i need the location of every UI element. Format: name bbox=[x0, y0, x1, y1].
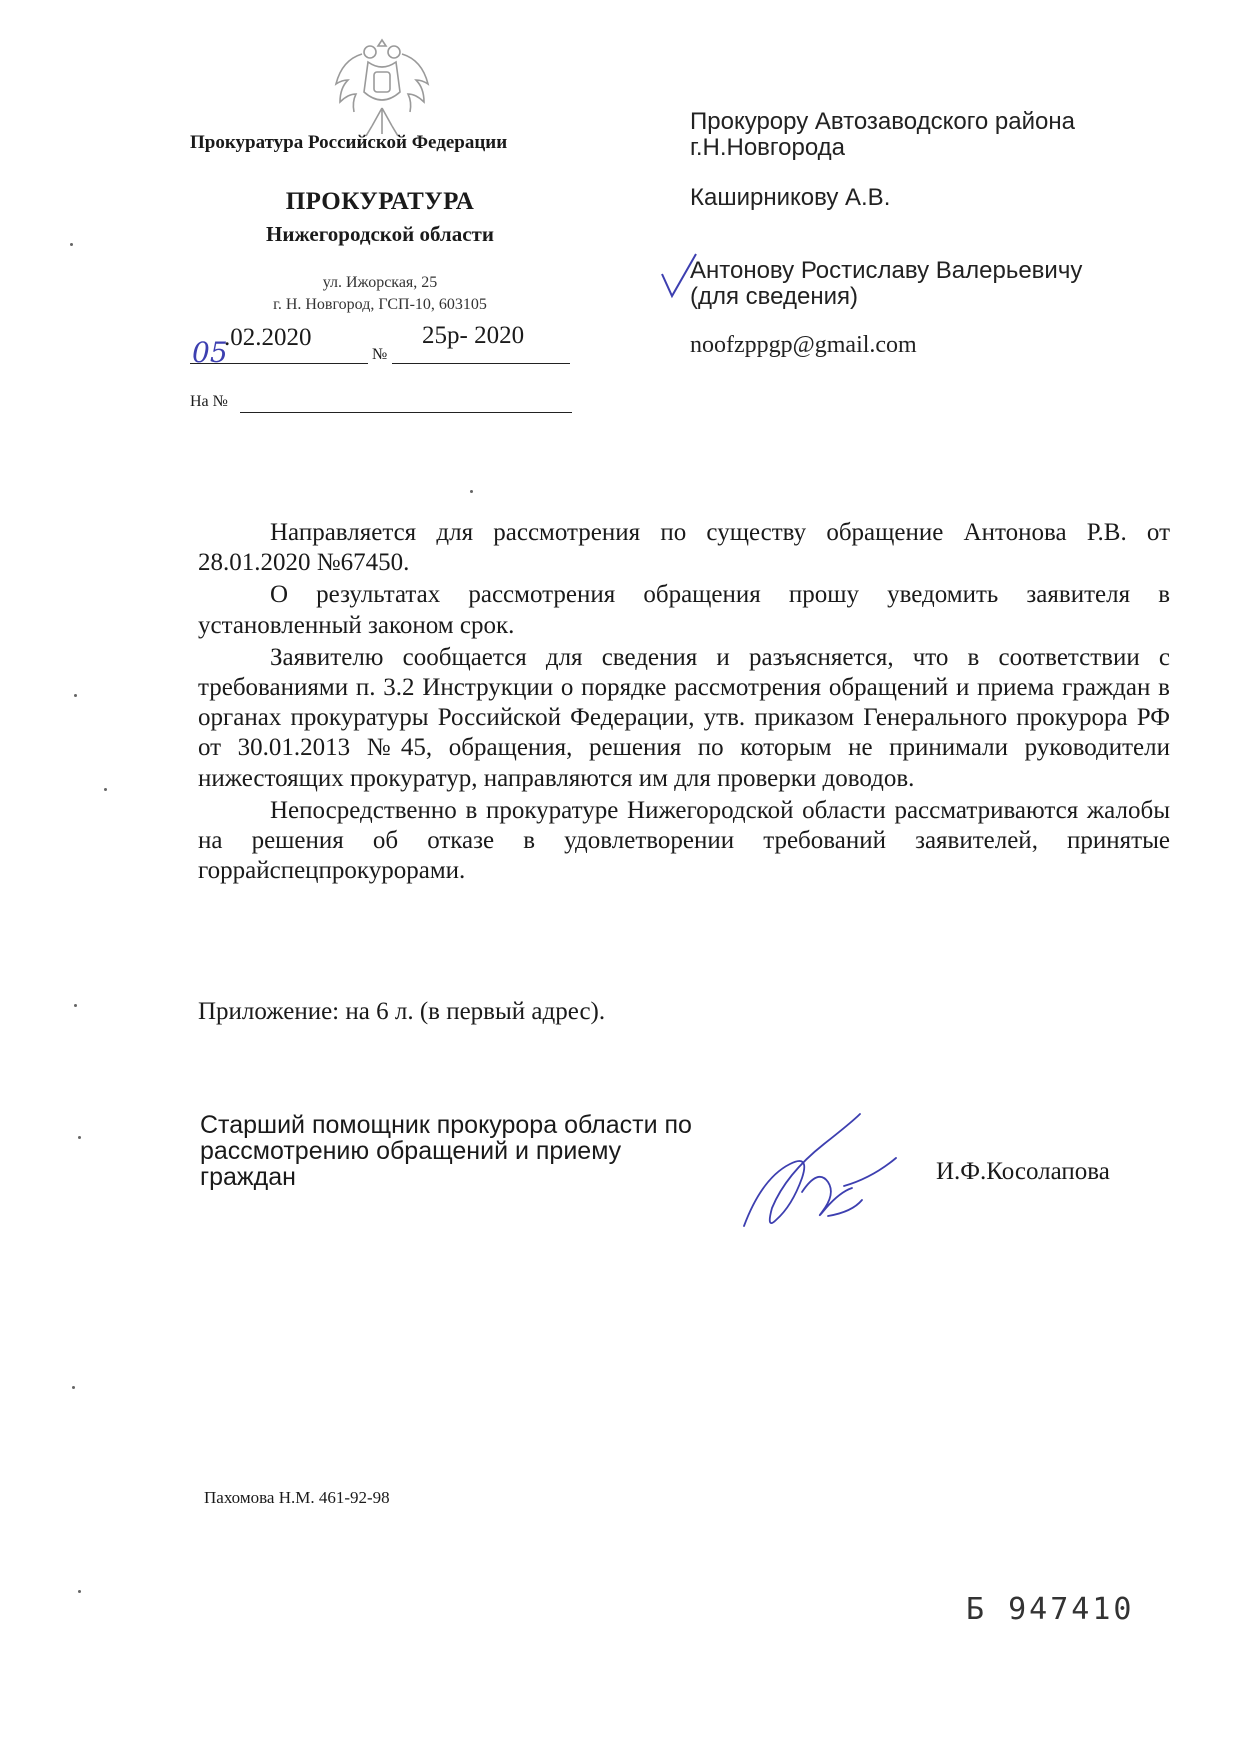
org-name-top: Прокуратура Российской Федерации bbox=[190, 132, 508, 153]
org-title: ПРОКУРАТУРА bbox=[285, 188, 475, 215]
scan-speck bbox=[74, 1004, 77, 1007]
form-serial-number: Б 947410 bbox=[966, 1592, 1135, 1627]
scan-speck bbox=[470, 490, 473, 493]
handwritten-date-day: 05 bbox=[192, 336, 228, 369]
recipient-line: Каширникову А.В. bbox=[690, 184, 891, 211]
recipient-email: noofzppgp@gmail.com bbox=[690, 332, 917, 358]
attachment-note: Приложение: на 6 л. (в первый адрес). bbox=[198, 998, 606, 1025]
scan-speck bbox=[72, 1386, 75, 1389]
org-address-street: ул. Ижорская, 25 bbox=[322, 274, 438, 291]
signatory-name: И.Ф.Косолапова bbox=[936, 1158, 1110, 1185]
scan-speck bbox=[78, 1590, 81, 1593]
body-paragraph: О результатах рассмотрения обращения прошу уведомить заявителя в установленный законом срок. bbox=[198, 581, 1170, 639]
outgoing-date: .02.2020 bbox=[224, 324, 312, 351]
executor-info: Пахомова Н.М. 461-92-98 bbox=[204, 1488, 390, 1507]
recipient-line: г.Н.Новгорода bbox=[690, 134, 846, 161]
reply-to-label: На № bbox=[190, 393, 228, 410]
date-underline bbox=[190, 363, 368, 364]
signatory-title bbox=[200, 1112, 760, 1190]
reply-to-underline bbox=[240, 412, 572, 413]
recipient-line: Антонову Ростиславу Валерьевичу bbox=[690, 257, 1083, 284]
scan-speck bbox=[104, 788, 107, 791]
signatory-title-line: граждан bbox=[200, 1163, 296, 1191]
letter-body bbox=[198, 518, 1170, 886]
org-address-city: г. Н. Новгород, ГСП-10, 603105 bbox=[273, 296, 487, 313]
recipient-line: Прокурору Автозаводского района bbox=[690, 108, 1075, 135]
recipient-line: (для сведения) bbox=[690, 283, 858, 310]
scan-speck bbox=[78, 1136, 81, 1139]
org-subtitle: Нижегородской области bbox=[266, 222, 494, 246]
number-underline bbox=[392, 363, 570, 364]
double-headed-eagle-emblem-icon bbox=[332, 32, 432, 144]
outgoing-number: 25р- 2020 bbox=[422, 322, 525, 349]
scan-speck bbox=[74, 694, 77, 697]
signatory-title-line: Старший помощник прокурора области по bbox=[200, 1111, 692, 1139]
handwritten-signature-icon bbox=[732, 1108, 908, 1240]
body-paragraph: Заявителю сообщается для сведения и разъясняется, что в соответствии с требованиями п. 3.2 Инструкции о порядке рассмотрения обращений и приема граждан в органах прокуратуры Российской Федерации, утв. приказом Генерального прокурора РФ от 30.01.2013 №45, обращения, решения по которым не принимали руководители нижестоящих прокуратур, направляются им для проверки доводов. bbox=[198, 643, 1170, 792]
body-paragraph: Непосредственно в прокуратуре Нижегородской области рассматриваются жалобы на решения об отказе в удовлетворении требований заявителей, принятые горрайспецпрокурорами. bbox=[198, 796, 1170, 885]
scan-speck bbox=[70, 243, 73, 246]
body-paragraph: Направляется для рассмотрения по существу обращение Антонова Р.В. от 28.01.2020 №67450. bbox=[198, 519, 1170, 577]
number-sign: № bbox=[372, 346, 388, 363]
signatory-title-line: рассмотрению обращений и приему bbox=[200, 1137, 622, 1165]
